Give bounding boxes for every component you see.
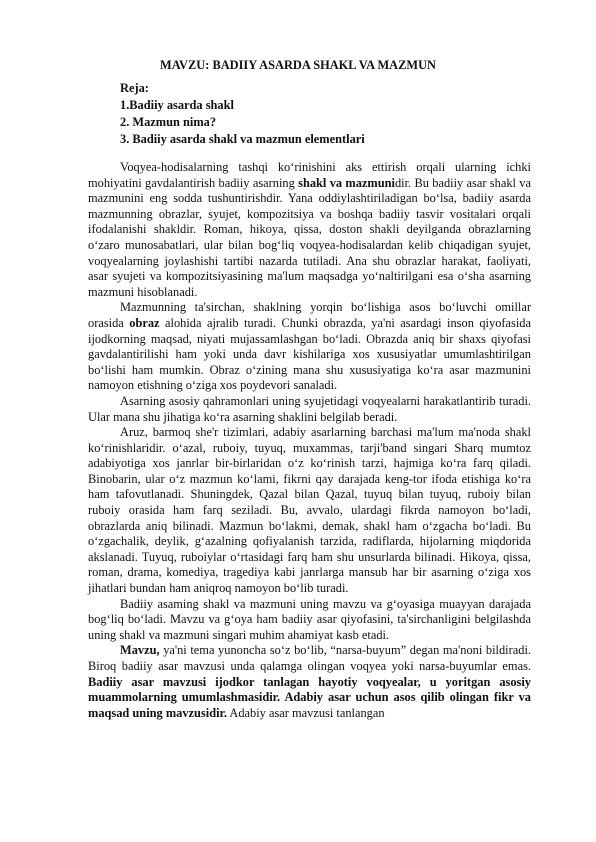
- paragraph-text: alohida ajralib turadi. Chunki obrazda, ya'ni asardagi inson qiyofasida ijodkorning maqsad, niyati mujassamlashgan bo‘ladi. Obrazda aniq bir shaxs qiyofasi gavdalantirilishi ham yoki unda davr kishilariga xos xususiyatlar umumlashtirilgan bo‘lishi ham mumkin. Obraz o‘zining mana shu xususiyatiga ko‘ra asar mazmunini namoyon etishning o‘ziga xos poydevori sanaladi.: [88, 315, 531, 393]
- paragraph: [88, 300, 531, 394]
- paragraph-bold-text: obraz: [129, 315, 160, 330]
- paragraph-bold-text: shakl va mazmuni: [298, 175, 395, 190]
- paragraph: [88, 597, 531, 644]
- paragraph-text: Asarning asosiy qahramonlari uning syujetidagi voqyealarni harakatlantirib turadi. Ular mana shu jihatiga ko‘ra asarning shaklini belgilab beradi.: [88, 393, 531, 424]
- paragraph-text: Mazmunning ta'sirchan, shaklning yorqin bo‘lishiga asos bo‘luvchi omillar orasida: [88, 300, 531, 330]
- plan-item: 2. Mazmun nima?: [120, 115, 217, 129]
- paragraph-text: Voqyea-hodisalarning tashqi ko‘rinishini aks ettirish orqali ularning ichki mohiyatini gavdalantirish badiiy asarning: [88, 160, 531, 190]
- paragraph: [88, 160, 531, 300]
- paragraph: [88, 394, 531, 425]
- paragraph: [88, 643, 531, 721]
- plan-item: 1.Badiiy asarda shakl: [120, 98, 234, 112]
- paragraph-text: Adabiy asar mavzusi tanlangan: [226, 705, 385, 720]
- document-title: MAVZU: BADIIY ASARDA SHAKL VA MAZMUN: [160, 58, 436, 72]
- paragraph: [88, 425, 531, 597]
- plan-section: [120, 80, 365, 148]
- paragraph-bold-text: Mavzu,: [120, 643, 160, 658]
- paragraph-text: Aruz, barmoq she'r tizimlari, adabiy asarlarning barchasi ma'lum ma'noda shakl ko‘rinishlaridir. o‘azal, ruboiy, tuyuq, muxammas, tarji'band singari Sharq mumtoz adabiyotiga xos janrlar bir-birlaridan o‘z ko‘rinish tarzi, hajmiga ko‘ra farq qiladi. Binobarin, ular o‘z mazmun ko‘lami, fikrni qay darajada keng-tor ifoda etishiga ko‘ra ham tafovutlanadi. Shuningdek, Qazal bilan Qazal, tuyuq bilan tuyuq, ruboiy bilan ruboiy orasida ham farq seziladi. Bu, avvalo, ulardagi fikrda namoyon bo‘ladi, obrazlarda aniq bilinadi. Mazmun bo‘lakmi, demak, shakl ham o‘zgacha bo‘ladi. Bu o‘zgachalik, deylik, g‘azalning qofiyalanish tarzida, radiflarda, hijolarning miqdorida akslanadi. Tuyuq, ruboiylar o‘rtasidagi farq ham shu unsurlarda bilinadi. Hikoya, qissa, roman, drama, komediya, tragediya kabi janrlarga mansub har bir asarning o‘ziga xos jihatlari bundan ham aniqroq namoyon bo‘lib turadi.: [88, 425, 531, 596]
- plan-heading: Reja:: [120, 81, 149, 95]
- paragraph-bold-text: Badiiy asar mavzusi ijodkor tanlagan hayotiy voqyealar, u yoritgan asosiy muammolarning umumlashmasidir. Adabiy asar uchun asos qilib olingan fikr va maqsad uning mavzusidir.: [88, 674, 531, 720]
- paragraph-text: Badiiy asaming shakl va mazmuni uning mavzu va g‘oyasiga muayyan darajada bog‘liq bo‘ladi. Mavzu va g‘oya ham badiiy asar qiyofasini, ta'sirchanligini belgilashda uning shakl va mazmuni singari muhim ahamiyat kasb etadi.: [88, 596, 531, 642]
- paragraph-text: ya'ni tema yunoncha so‘z bo‘lib, “narsa-buyum” degan ma'noni bildiradi. Biroq badiiy asar mavzusi unda qalamga olingan voqyea yoki narsa-buyumlar emas.: [88, 643, 531, 673]
- plan-item: 3. Badiiy asarda shakl va mazmun elementlari: [120, 132, 365, 146]
- paragraph-text: dir. Bu badiiy asar shakl va mazmunini eng sodda tushuntirishdir. Yana oddiylashtiriladigan bo‘lsa, badiiy asarda mazmunning obrazlar, syujet, kompozitsiya va boshqa badiiy tasvir vositalari orqali ifodalanishi shakldir. Roman, hikoya, qissa, doston shakli deyilganda obrazlarning o‘zaro munosabatlari, ular bilan bog‘liq voqyea-hodisalardan kelib chiqadigan syujet, voqyealarning joylashishi tartibi nazarda tutiladi. Ana shu obrazlar harakat, faoliyati, asar syujeti va kompozitsiyasining ma'lum maqsadga yo‘naltirilgani esa o‘sha asarning mazmuni hisoblanadi.: [88, 175, 531, 299]
- document-body: [88, 160, 531, 721]
